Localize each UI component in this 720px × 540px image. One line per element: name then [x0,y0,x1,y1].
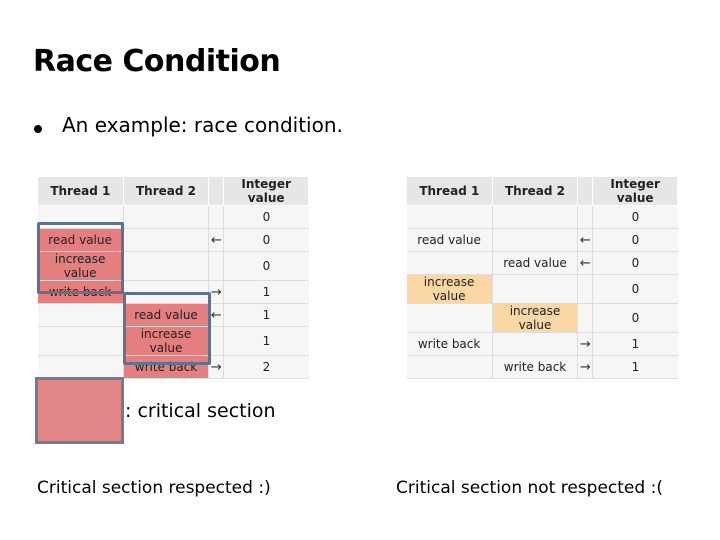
value-cell: 0 [593,229,678,252]
critical-section-box-thread-2 [123,292,211,365]
caption-respected: Critical section respected :) [37,478,271,498]
table-row [407,206,678,229]
thread-2-cell [123,229,209,252]
thread-2-cell [492,333,578,356]
value-cell: 1 [224,304,309,327]
thread-2-cell [492,275,578,304]
arrow-cell: ← [209,229,224,252]
table-row [407,356,678,379]
header-integer-value: Integer value [593,177,678,206]
table-row [407,252,678,275]
thread-2-cell: increase value [123,327,209,356]
critical-section-legend-label: : critical section [125,400,276,422]
thread-1-cell: read value [407,229,493,252]
critical-section-box-thread-1 [37,222,124,294]
table-not-respected [406,176,678,379]
thread-1-cell [38,356,124,379]
header-arrow [578,177,593,206]
value-cell: 0 [593,252,678,275]
thread-2-cell: read value [123,304,209,327]
arrow-cell: → [209,356,224,379]
arrow-cell [209,327,224,356]
thread-1-cell [407,252,493,275]
header-arrow [209,177,224,206]
value-cell: 1 [224,327,309,356]
arrow-cell: → [578,356,593,379]
thread-1-cell [38,304,124,327]
thread-2-cell [123,206,209,229]
slide-title: Race Condition [33,44,281,79]
table-row [407,275,678,304]
thread-2-cell: write back [492,356,578,379]
value-cell: 0 [224,252,309,281]
table-row [407,304,678,333]
arrow-cell [209,206,224,229]
header-thread-2: Thread 2 [492,177,578,206]
bullet-text: An example: race condition. [62,113,343,137]
arrow-cell [578,275,593,304]
value-cell: 0 [224,229,309,252]
thread-2-cell [492,206,578,229]
thread-2-cell: increase value [492,304,578,333]
thread-1-cell: increase value [38,252,124,281]
critical-section-legend-swatch [35,377,124,444]
arrow-cell [578,206,593,229]
thread-2-cell [492,229,578,252]
table-header-row [38,177,309,206]
thread-2-cell [123,252,209,281]
thread-1-cell [38,327,124,356]
value-cell: 0 [593,206,678,229]
value-cell: 1 [593,356,678,379]
arrow-cell: ← [578,229,593,252]
arrow-cell: ← [209,304,224,327]
arrow-cell: → [209,281,224,304]
arrow-cell: ← [578,252,593,275]
value-cell: 0 [593,275,678,304]
value-cell: 0 [593,304,678,333]
arrow-cell [578,304,593,333]
header-thread-1: Thread 1 [38,177,124,206]
table-header-row [407,177,678,206]
value-cell: 1 [224,281,309,304]
thread-1-cell: increase value [407,275,493,304]
value-cell: 1 [593,333,678,356]
thread-1-cell [407,304,493,333]
thread-1-cell: write back [38,281,124,304]
value-cell: 0 [224,206,309,229]
table-row [407,229,678,252]
header-thread-1: Thread 1 [407,177,493,206]
thread-1-cell: write back [407,333,493,356]
thread-1-cell [407,206,493,229]
thread-2-cell: write back [123,356,209,379]
table-row [407,333,678,356]
thread-2-cell: read value [492,252,578,275]
header-integer-value: Integer value [224,177,309,206]
thread-1-cell [407,356,493,379]
bullet-dot-icon [34,125,42,133]
thread-1-cell: read value [38,229,124,252]
arrow-cell: → [578,333,593,356]
header-thread-2: Thread 2 [123,177,209,206]
value-cell: 2 [224,356,309,379]
caption-not-respected: Critical section not respected :( [396,478,663,498]
arrow-cell [209,252,224,281]
